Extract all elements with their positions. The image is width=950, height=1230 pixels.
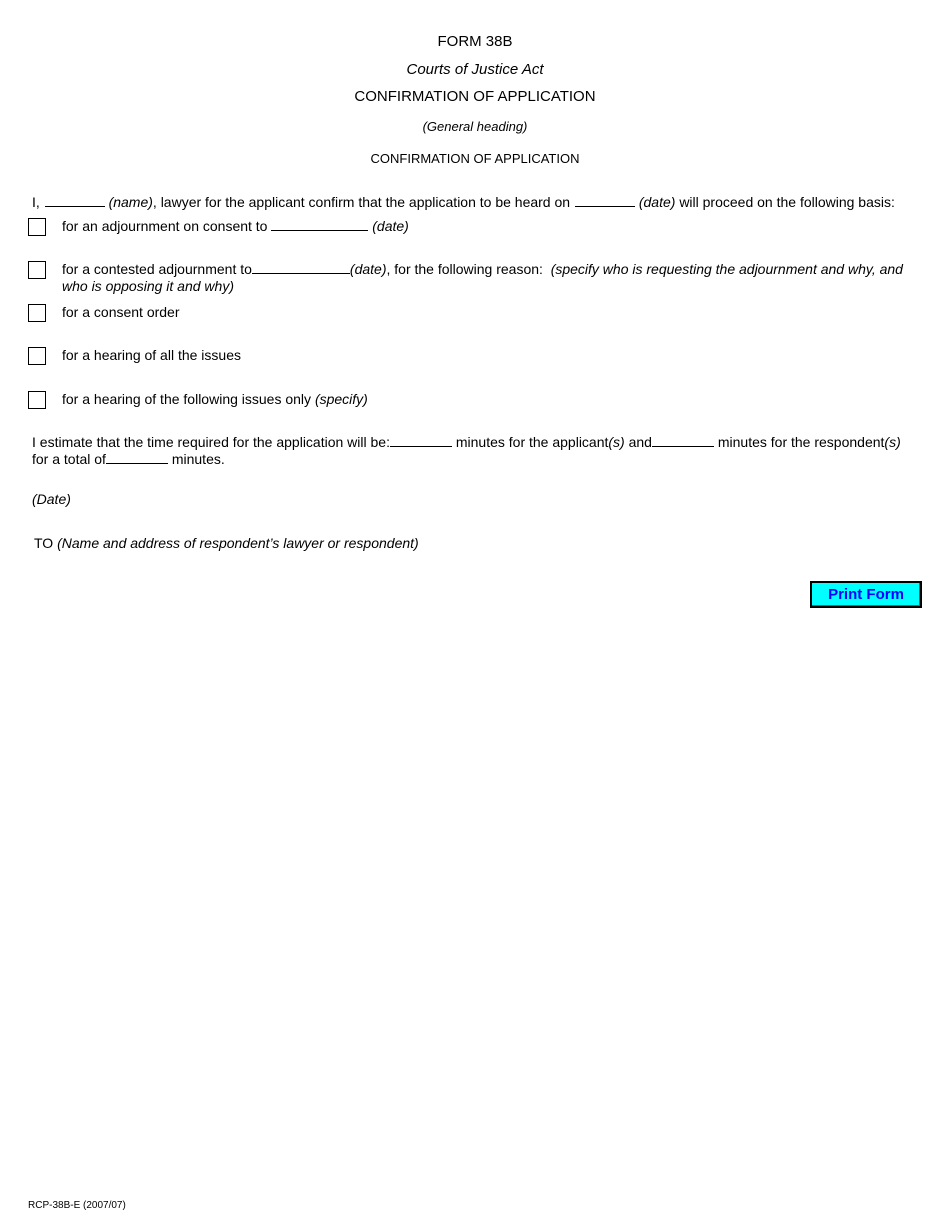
- date-label: (Date): [32, 491, 71, 507]
- name-hint: (name): [108, 194, 153, 210]
- hearing-specific-hint: (specify): [314, 391, 368, 407]
- form-number: FORM 38B: [437, 33, 513, 50]
- adjournment-consent-row: [62, 218, 409, 235]
- estimate-s1: (s): [608, 434, 625, 450]
- confirm-suffix: will proceed on the following basis:: [679, 194, 895, 210]
- date-hint: (date): [638, 194, 676, 210]
- contested-adjournment-row: [62, 261, 903, 278]
- adjournment-consent-checkbox[interactable]: [28, 218, 46, 236]
- applicant-minutes-field[interactable]: [390, 434, 452, 447]
- form-subtitle: CONFIRMATION OF APPLICATION: [370, 151, 580, 166]
- hearing-date-field[interactable]: [575, 194, 635, 207]
- hearing-all-checkbox[interactable]: [28, 347, 46, 365]
- adjournment-consent-date-hint: (date): [372, 218, 409, 234]
- lawyer-name-field[interactable]: [45, 194, 105, 207]
- contested-adjournment-reason: , for the following reason:: [386, 261, 543, 277]
- contested-adjournment-label: for a contested adjournment to: [62, 261, 252, 277]
- act-name: Courts of Justice Act: [406, 61, 544, 78]
- estimate-total-suffix: minutes.: [171, 451, 225, 467]
- contested-adjournment-specify-1: (specify who is requesting the adjournment and why, and: [550, 261, 903, 277]
- consent-order-label: for a consent order: [62, 304, 180, 320]
- contested-adjournment-checkbox[interactable]: [28, 261, 46, 279]
- total-minutes-field[interactable]: [106, 451, 168, 464]
- confirm-prefix: I,: [32, 194, 40, 210]
- hearing-specific-label: for a hearing of the following issues only: [62, 391, 312, 407]
- estimate-s2: (s): [884, 434, 901, 450]
- estimate-total-line: [32, 451, 225, 468]
- estimate-line: [32, 434, 901, 451]
- adjournment-consent-label: for an adjournment on consent to: [62, 218, 268, 234]
- respondent-minutes-field[interactable]: [652, 434, 714, 447]
- to-prefix: TO: [34, 535, 54, 551]
- confirm-line: [32, 194, 895, 211]
- contested-adjournment-specify-2: who is opposing it and why): [62, 278, 234, 294]
- estimate-text-1: I estimate that the time required for the application will be:: [32, 434, 390, 450]
- to-hint: (Name and address of respondent’s lawyer or respondent): [57, 535, 419, 551]
- estimate-text-2: minutes for the applicant: [455, 434, 609, 450]
- adjournment-consent-date-field[interactable]: [271, 218, 368, 231]
- print-form-button[interactable]: Print Form: [810, 581, 922, 608]
- hearing-specific-checkbox[interactable]: [28, 391, 46, 409]
- estimate-total-prefix: for a total of: [32, 451, 106, 467]
- estimate-text-3: minutes for the respondent: [717, 434, 885, 450]
- hearing-all-label: for a hearing of all the issues: [62, 347, 241, 363]
- hearing-specific-row: [62, 391, 368, 408]
- form-code: RCP-38B-E (2007/07): [28, 1200, 126, 1211]
- form-title: CONFIRMATION OF APPLICATION: [354, 88, 596, 105]
- contested-adjournment-date-hint: (date): [349, 261, 387, 277]
- general-heading: (General heading): [422, 119, 528, 134]
- consent-order-checkbox[interactable]: [28, 304, 46, 322]
- estimate-and: and: [628, 434, 652, 450]
- confirm-mid: , lawyer for the applicant confirm that the application to be heard on: [152, 194, 571, 210]
- to-line: [34, 535, 419, 552]
- contested-adjournment-date-field[interactable]: [252, 261, 350, 274]
